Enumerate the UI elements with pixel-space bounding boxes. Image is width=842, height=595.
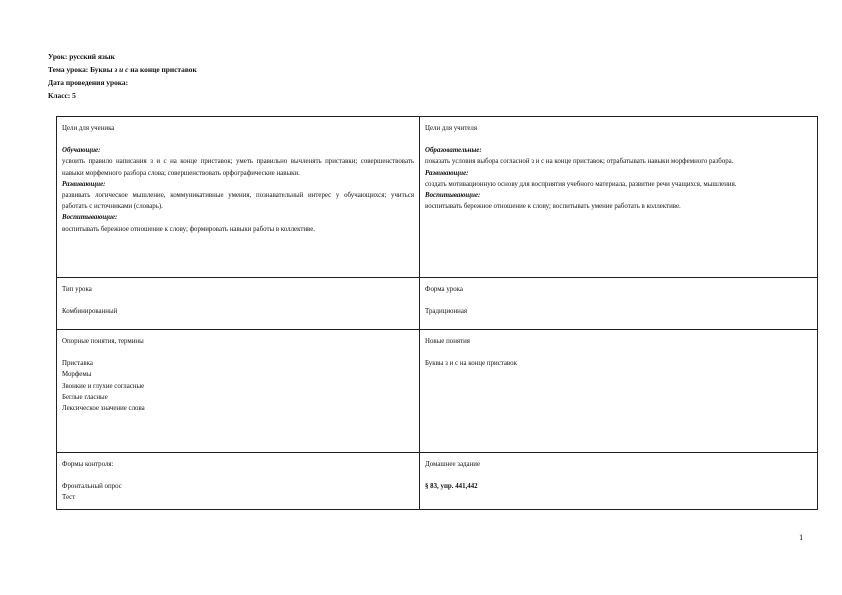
section-text: показать условия выбора согласной з и с на конце приставок; отрабатывать навыки морфемного разбора.	[425, 158, 734, 166]
new-terms-value: Буквы з и с на конце приставок	[425, 360, 517, 368]
list-item: Звонкие и глухие согласные	[62, 382, 145, 390]
subject-line: Урок: русский язык	[48, 52, 115, 61]
control-cell	[57, 453, 420, 510]
section-text: создать мотивационную основу для восприятия учебного материала, развитие речи учащихся, мышления.	[425, 180, 737, 188]
cell-title: Новые понятия	[425, 338, 470, 345]
section-label: Развивающие:	[62, 180, 106, 188]
list-item: Морфемы	[62, 371, 92, 379]
lesson-form-value: Традиционная	[425, 308, 468, 316]
section-label: Обучающие:	[62, 147, 101, 155]
cell-title: Тип урока	[62, 286, 92, 293]
section-text: воспитывать бережное отношение к слову; воспитывать умение работать в коллективе.	[425, 203, 681, 211]
section-label: Воспитывающие:	[425, 192, 481, 200]
cell-title: Опорные понятия, термины	[62, 338, 144, 345]
section-label: Образовательные:	[425, 147, 482, 155]
list-item: Приставка	[62, 360, 93, 368]
table-row	[57, 453, 818, 510]
lesson-form-cell	[420, 278, 818, 330]
lesson-plan-table	[56, 116, 818, 510]
topic-letters: з и с	[114, 65, 129, 74]
table-row	[57, 117, 818, 278]
homework-value: § 83, упр. 441,442	[425, 483, 478, 491]
topic-suffix: на конце приставок	[128, 65, 197, 74]
homework-cell	[420, 453, 818, 510]
new-terms-cell	[420, 330, 818, 453]
grade-line: Класс: 5	[48, 91, 76, 100]
document-header	[48, 50, 197, 102]
cell-title: Домашнее задание	[425, 461, 480, 468]
list-item: Лексическое значение слова	[62, 405, 145, 413]
cell-title: Формы контроля:	[62, 461, 114, 468]
section-label: Развивающие:	[425, 169, 469, 177]
page-number: 1	[799, 532, 804, 542]
goals-student-cell	[57, 117, 420, 278]
date-line: Дата проведения урока:	[48, 78, 129, 87]
section-text: усвоить правило написания з и с на конце приставок; уметь правильно вычленять приставки; совершенствовать навыки морфемного разбора слова; совершенствовать орфографические навыки.	[62, 158, 414, 177]
lesson-type-value: Комбинированный	[62, 308, 118, 316]
section-text: развивать логическое мышление, коммуникативные умения, познавательный интерес у обучающихся; учиться работать с источниками (словарь).	[62, 192, 414, 211]
list-item: Фронтальный опрос	[62, 483, 122, 491]
lesson-type-cell	[57, 278, 420, 330]
cell-title: Форма урока	[425, 286, 463, 293]
section-label: Воспитывающие:	[62, 214, 118, 222]
cell-title: Цели для ученика	[62, 125, 115, 132]
table-row	[57, 330, 818, 453]
table-row	[57, 278, 818, 330]
topic-line	[48, 63, 197, 76]
section-text: воспитывать бережное отношение к слову; формировать навыки работы в коллективе.	[62, 225, 316, 233]
list-item: Тест	[62, 494, 76, 502]
list-item: Беглые гласные	[62, 393, 108, 401]
basic-terms-cell	[57, 330, 420, 453]
topic-prefix: Тема урока: Буквы	[48, 65, 115, 74]
goals-teacher-cell	[420, 117, 818, 278]
cell-title: Цели для учителя	[425, 125, 477, 132]
